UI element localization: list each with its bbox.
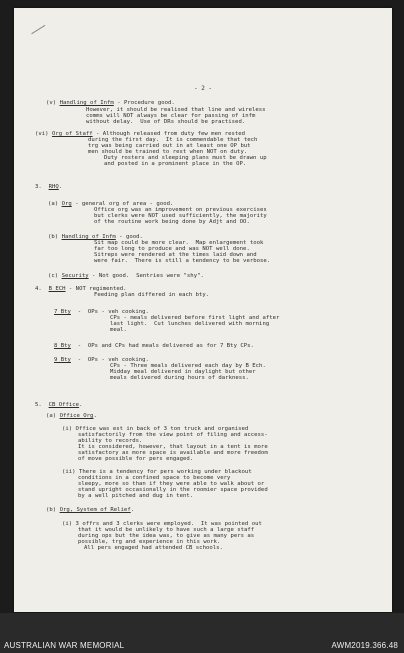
text-line: satisfactorily from the view point of filing and access-: [78, 432, 268, 438]
text-line: (b) Org, System of Relief.: [46, 507, 135, 513]
text-line: 9 Bty - OPs - veh cooking.: [54, 357, 149, 363]
text-line: (i) Office was est in back of 3 ton truck and organised: [62, 426, 249, 432]
text-line: (b) Handling of Infm - good.: [48, 234, 143, 240]
text-line: far too long to produce and was NOT well done.: [94, 246, 250, 252]
text-line: CPs - Three meals delivered each day by B Ech.: [110, 363, 266, 369]
text-line: during ops but the idea was, to give as many pers as: [78, 533, 255, 539]
text-line: However, it should be realised that line and wireless: [86, 107, 266, 113]
text-line: ability to records.: [78, 438, 143, 444]
text-line: meal.: [110, 327, 127, 333]
text-line: (vi) Org of Staff - Although released from duty few men rested: [35, 131, 246, 137]
text-line: (c) Security - Not good. Sentries were "shy".: [48, 273, 204, 279]
text-line: that it would be unlikely to have such a large staff: [78, 527, 255, 533]
text-line: 7 Bty - OPs - veh cooking.: [54, 309, 149, 315]
text-line: (a) Org - general org of area - good.: [48, 201, 174, 207]
page-number: - 2 -: [193, 85, 213, 92]
text-line: trg was being carried out in at least one OP but: [88, 143, 251, 149]
text-line: Sit map could be more clear. Map enlargement took: [94, 240, 264, 246]
text-line: Duty rosters and sleeping plans must be drawn up: [104, 155, 267, 161]
document-page: [14, 8, 392, 612]
pencil-mark: [31, 25, 53, 46]
text-line: by a well pitched and dug in tent.: [78, 493, 194, 499]
text-line: and posted in a prominent place in the OP.: [104, 161, 247, 167]
text-line: but clerks were NOT used sufficiently, the majority: [94, 213, 267, 219]
footer-institution: AUSTRALIAN WAR MEMORIAL: [4, 641, 125, 650]
text-line: (v) Handling of Infm - Procedure good.: [46, 100, 175, 106]
text-line: stand upright occasionally in the roomier space provided: [78, 487, 268, 493]
text-line: comms will NOT always be clear for passing of infm: [86, 113, 256, 119]
text-line: during the first day. It is commendable that tech: [88, 137, 258, 143]
text-line: It is considered, however, that layout in a tent is more: [78, 444, 268, 450]
text-line: (ii) There is a tendency for pers working under blackout: [62, 469, 252, 475]
footer-bar: [0, 613, 404, 653]
text-line: Sitreps were rendered at the times laid down and: [94, 252, 257, 258]
text-line: of move possible for pers engaged.: [78, 456, 194, 462]
text-line: Office org was an improvement on previous exercises: [94, 207, 267, 213]
text-line: 3. RHQ.: [35, 184, 63, 190]
text-line: (i) 3 offrs and 3 clerks were employed. It was pointed out: [62, 521, 262, 527]
text-line: last light. Cut lunches delivered with morning: [110, 321, 270, 327]
text-line: possible, trg and experience in this work.: [78, 539, 221, 545]
text-line: men should be trained to rest when NOT on duty.: [88, 149, 248, 155]
footer-accession-number: AWM2019.366.48: [331, 641, 398, 650]
text-line: (a) Office Org.: [46, 413, 97, 419]
text-line: All pers engaged had attended CB schools.: [84, 545, 223, 551]
text-line: 5. CB Office.: [35, 402, 83, 408]
text-line: without delay. Use of DRs should be practised.: [86, 119, 246, 125]
text-line: of the routine work being done by Adjt and OO.: [94, 219, 250, 225]
text-line: Feeding plan differed in each bty.: [94, 292, 210, 298]
text-line: Midday meal delivered in daylight but other: [110, 369, 256, 375]
text-line: meals delivered during hours of darkness.: [110, 375, 249, 381]
text-line: were fair. There is still a tendency to be verbose.: [94, 258, 271, 264]
text-line: 8 Bty - OPs and CPs had meals delivered as for 7 Bty CPs.: [54, 343, 254, 349]
text-line: conditions in a confined space to become very: [78, 475, 231, 481]
text-line: CPs - meals delivered before first light and after: [110, 315, 280, 321]
text-line: 4. B ECH - NOT regimented.: [35, 286, 127, 292]
text-line: satisfactory as more space is available and more freedom: [78, 450, 268, 456]
text-line: sleepy, more so than if they were able to walk about or: [78, 481, 265, 487]
